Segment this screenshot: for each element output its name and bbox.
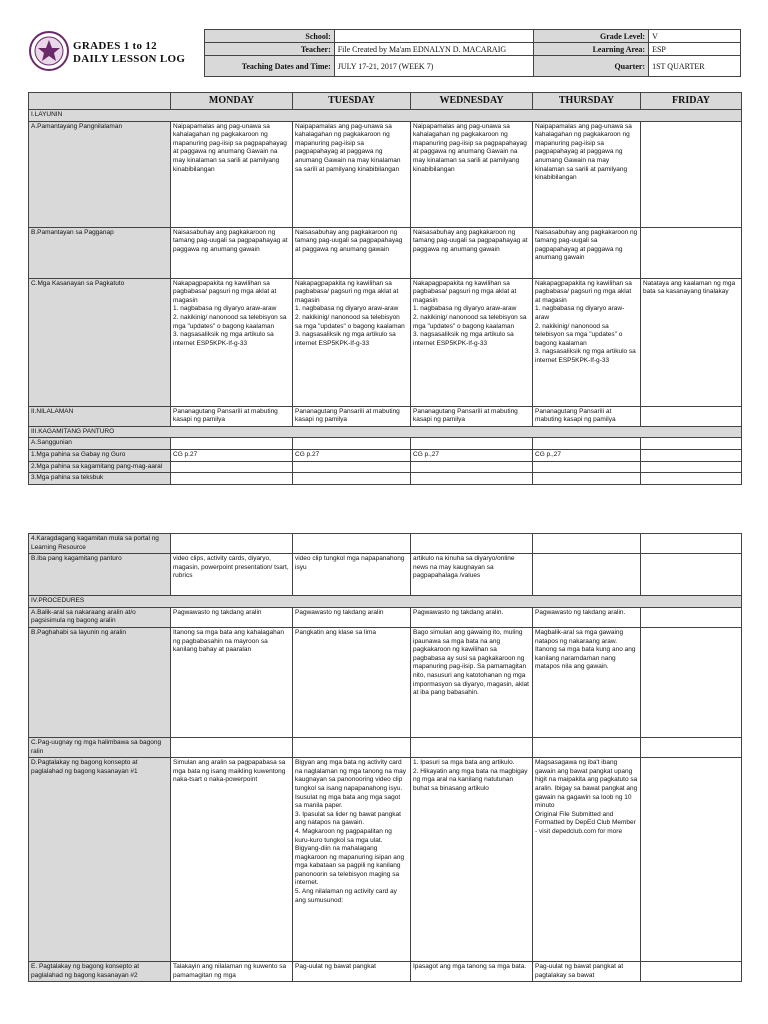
cell-tuesday [293, 737, 411, 757]
cell-friday [641, 449, 742, 461]
cell-wednesday: CG p.,27 [411, 449, 533, 461]
quarter-value: 1ST QUARTER [649, 56, 741, 77]
cell-thursday: Naisasabuhay ang pagkakaroon ng tamang pag-uugali sa pagpapahayag at paggawa ng anumang gawain [533, 227, 641, 278]
table-row [29, 473, 742, 485]
day-wednesday: WEDNESDAY [411, 93, 533, 110]
cell-friday [641, 737, 742, 757]
cell-friday [641, 534, 742, 554]
table-row [29, 449, 742, 461]
teacher-value: File Created by Ma'am EDNALYN D. MACARAIG [334, 43, 534, 56]
cell-tuesday: Pananagutang Pansarili at mabuting kasapi ng pamilya [293, 406, 411, 426]
cell-monday [171, 461, 293, 473]
cell-wednesday: 1. Ipasuri sa mga bata ang artikulo. 2. Hikayatin ang mga bata na magbigay ng mga aral na kanilang natutunan buhat sa binasang artikulo [411, 758, 533, 962]
row-label: B.Paghahabi sa layunin ng aralin [29, 627, 171, 737]
cell-thursday: Naipapamalas ang pag-unawa sa kahalagahan ng pagkakaroon ng mapanuring pag-iisip sa pagpapahayag at paggawa ng anumang Gawain na may kinalaman sa sarili at pamilyang kinabibilangan [533, 121, 641, 227]
cell-thursday: Pagwawasto ng takdang aralin. [533, 607, 641, 627]
row-label: 4.Karagdagang kagamitan mula sa portal ng Learning Resource [29, 534, 171, 554]
cell-friday [641, 607, 742, 627]
row-label: 2.Mga pahina sa kagamitang pang-mag-aaral [29, 461, 171, 473]
cell-monday: Nakapagpapakita ng kawilihan sa pagbabasa/ pagsuri ng mga aklat at magasin 1. nagbabasa ng diyaryo araw-araw 2. nakikinig/ nanonood sa telebisyon sa mga "updates" o bagong kaalaman 3. nagsasaliksik ng mga artikulo sa internet ESP5KPK-If-g-33 [171, 278, 293, 406]
cell-monday: Pagwawasto ng takdang aralin [171, 607, 293, 627]
cell-wednesday: Pagwawasto ng takdang aralin. [411, 607, 533, 627]
cell-friday: Natataya ang kaalaman ng mga bata sa kasanayang tinalakay [641, 278, 742, 406]
cell-tuesday [293, 438, 411, 450]
cell-friday [641, 627, 742, 737]
cell-tuesday [293, 534, 411, 554]
table-row [29, 554, 742, 596]
cell-monday: Naisasabuhay ang pagkakaroon ng tamang pag-uugali sa pagpapahayag at paggawa ng anumang gawain [171, 227, 293, 278]
cell-monday: Itanong sa mga bata ang kahalagahan ng pagbabasahin na mayroon sa kanilang bahay at paaralan [171, 627, 293, 737]
cell-wednesday: Naipapamalas ang pag-unawa sa kahalagahan ng pagkakaroon ng mapanuring pag-iisip sa pagpapahayag at paggawa ng anumang Gawain na may kinalaman sa sarili at pamilyang kinabibilangan [411, 121, 533, 227]
table-row [29, 461, 742, 473]
cell-friday [641, 554, 742, 596]
cell-wednesday: Naisasabuhay ang pagkakaroon ng tamang pag-uugali sa pagpapahayag at paggawa ng anumang gawain [411, 227, 533, 278]
cell-thursday [533, 438, 641, 450]
cell-monday: Pananagutang Pansarili at mabuting kasapi ng pamilya [171, 406, 293, 426]
cell-tuesday: Pag-uulat ng bawat pangkat [293, 962, 411, 982]
lesson-table-2 [28, 533, 742, 982]
row-label: A.Sanggunian [29, 438, 171, 450]
cell-wednesday [411, 737, 533, 757]
grade-level-label: Grade Level: [534, 30, 649, 43]
row-label: C.Mga Kasanayan sa Pagkatuto [29, 278, 171, 406]
section-label: III.KAGAMITANG PANTURO [29, 426, 742, 438]
cell-thursday: Nakapagpapakita ng kawilihan sa pagbabasa/ pagsuri ng mga aklat at magasin 1. nagbabasa ng diyaryo araw-araw 2. nakikinig/ nanonood sa telebisyon sa mga "updates" o bagong kaalaman 3. nagsasaliksik ng mga artikulo sa internet ESP5KPK-If-g-33 [533, 278, 641, 406]
table-row [29, 227, 742, 278]
cell-tuesday: Pangkatin ang klase sa lima [293, 627, 411, 737]
cell-wednesday: artikulo na kinuha sa diyaryo/online news na may kaugnayan sa pagpapahalaga /values [411, 554, 533, 596]
cell-wednesday [411, 473, 533, 485]
row-label: C.Pag-uugnay ng mga halimbawa sa bagong ralin [29, 737, 171, 757]
day-friday: FRIDAY [641, 93, 742, 110]
row-label: B.Pamantayan sa Pagganap [29, 227, 171, 278]
row-label: D.Pagtalakay ng bagong konsepto at paglalahad ng bagong kasanayan #1 [29, 758, 171, 962]
cell-friday [641, 461, 742, 473]
cell-friday [641, 962, 742, 982]
table-row [29, 737, 742, 757]
cell-thursday: Pananagutang Pansarili at mabuting kasapi ng pamilya [533, 406, 641, 426]
cell-wednesday [411, 461, 533, 473]
cell-monday: video clips, activity cards, diyaryo, magasin, powerpoint presentation/ tsart, rubrics [171, 554, 293, 596]
cell-thursday: CG p.,27 [533, 449, 641, 461]
cell-wednesday [411, 534, 533, 554]
row-label: B.Iba pang kagamitang panturo [29, 554, 171, 596]
section-layunin [29, 110, 742, 122]
cell-tuesday: Bigyan ang mga bata ng activity card na naglalaman ng mga tanong na may kaugnayan sa panonooring video clip tungkol sa isang napapanahong isyu. Isusulat ng mga bata ang mga sagot sa manila paper. 3. Ipasulat sa lider ng bawat pangkat ang natapos na gawain. 4. Magkaroon ng pagpapalitan ng kuru-kuro tungkol sa mga ulat. Bigyang-diin na mahalagang magkaroon ng mapanuring isipan ang mga kabataan sa pagpili ng kanilang panonoorin sa telebisyon maging sa internet. 5. Ang nilalaman ng activity card ay ang sumusunod: [293, 758, 411, 962]
row-label: A.Pamantayang Pangnilalaman [29, 121, 171, 227]
section-label: I.LAYUNIN [29, 110, 742, 122]
table-row [29, 758, 742, 962]
quarter-label: Quarter: [534, 56, 649, 77]
day-monday: MONDAY [171, 93, 293, 110]
cell-wednesday: Nakapagpapakita ng kawilihan sa pagbabasa/ pagsuri ng mga aklat at magasin 1. nagbabasa ng diyaryo araw-araw 2. nakikinig/ nanonood sa telebisyon sa mga "updates" o bagong kaalaman 3. nagsasaliksik ng mga artikulo sa internet ESP5KPK-If-g-33 [411, 278, 533, 406]
deped-seal-logo [29, 31, 69, 71]
school-value [334, 30, 534, 43]
cell-tuesday: video clip tungkol mga napapanahong isyu [293, 554, 411, 596]
corner-cell [29, 93, 171, 110]
cell-thursday [533, 461, 641, 473]
day-header-row [29, 93, 742, 110]
dates-value: JULY 17-21, 2017 (WEEK 7) [334, 56, 534, 77]
day-thursday: THURSDAY [533, 93, 641, 110]
row-label: II.NILALAMAN [29, 406, 171, 426]
title-daily-lesson-log: DAILY LESSON LOG [73, 53, 186, 65]
cell-friday [641, 758, 742, 962]
cell-wednesday: Pananagutang Pansarili at mabuting kasapi ng pamilya [411, 406, 533, 426]
cell-tuesday: CG p.27 [293, 449, 411, 461]
cell-friday [641, 227, 742, 278]
header-info-table [204, 29, 741, 77]
grade-level-value: V [649, 30, 741, 43]
learning-area-value: ESP [649, 43, 741, 56]
cell-tuesday: Pagwawasto ng takdang aralin [293, 607, 411, 627]
row-label: A.Balik-aral sa nakaraang aralin at/o pagsisimula ng bagong aralin [29, 607, 171, 627]
cell-monday: Simulan ang aralin sa pagpapabasa sa mga bata ng isang maikling kuwentong naka-tsart o naka-powerpoint [171, 758, 293, 962]
cell-friday [641, 406, 742, 426]
teacher-label: Teacher: [205, 43, 335, 56]
row-label: E. Pagtalakay ng bagong konsepto at paglalahad ng bagong kasanayan #2 [29, 962, 171, 982]
cell-monday: Talakayin ang nilalaman ng kuwento sa pamamagitan ng mga [171, 962, 293, 982]
cell-thursday: Magsasagawa ng iba't ibang gawain ang bawat pangkat upang higit na maipakita ang pagkatuto sa aralin. Ibigay sa bawat pangkat ang gawain na gagawin sa loob ng 10 minuto Original File Submitted and Formatted by DepEd Club Member - visit depedclub.com for more [533, 758, 641, 962]
cell-tuesday [293, 461, 411, 473]
section-procedures [29, 596, 742, 608]
lesson-table-1 [28, 92, 742, 485]
dates-label: Teaching Dates and Time: [205, 56, 335, 77]
cell-monday: CG p.27 [171, 449, 293, 461]
row-label: 3.Mga pahina sa teksbuk [29, 473, 171, 485]
row-label: 1.Mga pahina sa Gabay ng Guro [29, 449, 171, 461]
table-row [29, 607, 742, 627]
cell-monday: Naipapamalas ang pag-unawa sa kahalagahan ng pagkakaroon ng mapanuring pag-iisip sa pagpapahayag at paggawa ng anumang Gawain na may kinalaman sa sarili at pamilyang kinabibilangan [171, 121, 293, 227]
table-row [29, 438, 742, 450]
section-kagamitan [29, 426, 742, 438]
learning-area-label: Learning Area: [534, 43, 649, 56]
cell-wednesday: Ipasagot ang mga tanong sa mga bata. [411, 962, 533, 982]
day-tuesday: TUESDAY [293, 93, 411, 110]
cell-tuesday [293, 473, 411, 485]
cell-friday [641, 121, 742, 227]
cell-friday [641, 438, 742, 450]
cell-monday [171, 473, 293, 485]
cell-thursday [533, 737, 641, 757]
cell-tuesday: Naisasabuhay ang pagkakaroon ng tamang pag-uugali sa pagpapahayag at paggawa ng anumang gawain [293, 227, 411, 278]
table-row [29, 534, 742, 554]
cell-thursday [533, 534, 641, 554]
cell-wednesday [411, 438, 533, 450]
cell-monday [171, 737, 293, 757]
school-label: School: [205, 30, 335, 43]
cell-thursday: Pag-uulat ng bawat pangkat at pagtalakay sa bawat [533, 962, 641, 982]
title-grades: GRADES 1 to 12 [73, 40, 157, 52]
cell-friday [641, 473, 742, 485]
table-row [29, 962, 742, 982]
header [28, 29, 741, 75]
cell-tuesday: Nakapagpapakita ng kawilihan sa pagbabasa/ pagsuri ng mga aklat at magasin 1. nagbabasa ng diyaryo araw-araw 2. nakikinig/ nanonood sa telebisyon sa mga "updates" o bagong kaalaman 3. nagsasaliksik ng mga artikulo sa internet ESP5KPK-If-g-33 [293, 278, 411, 406]
cell-thursday [533, 473, 641, 485]
cell-thursday [533, 554, 641, 596]
table-row [29, 278, 742, 406]
table-row [29, 121, 742, 227]
table-row [29, 406, 742, 426]
cell-wednesday: Bago simulan ang gawaing ito, muling ipaunawa sa mga bata na ang pagkakaroon ng kawilihan sa pagbabasa ay susi sa pagkakaroon ng mapanuring pag-iisip. Sa pamamagitan nito, nasusuri ang katotohanan ng mga impormasyon sa diyaryo, magasin, aklat at iba pang babasahin. [411, 627, 533, 737]
cell-tuesday: Naipapamalas ang pag-unawa sa kahalagahan ng pagkakaroon ng mapanuring pag-iisip sa pagpapahayag at paggawa ng anumang Gawain na may kinalaman sa sarili at pamilyang kinabibilangan [293, 121, 411, 227]
section-label: IV.PROCEDURES [29, 596, 742, 608]
cell-monday [171, 438, 293, 450]
cell-monday [171, 534, 293, 554]
table-row [29, 627, 742, 737]
cell-thursday: Magbalik-aral sa mga gawaing natapos ng nakaraang araw. Itanong sa mga bata kung ano ang kanilang naramdaman nang matapos nila ang gawain. [533, 627, 641, 737]
